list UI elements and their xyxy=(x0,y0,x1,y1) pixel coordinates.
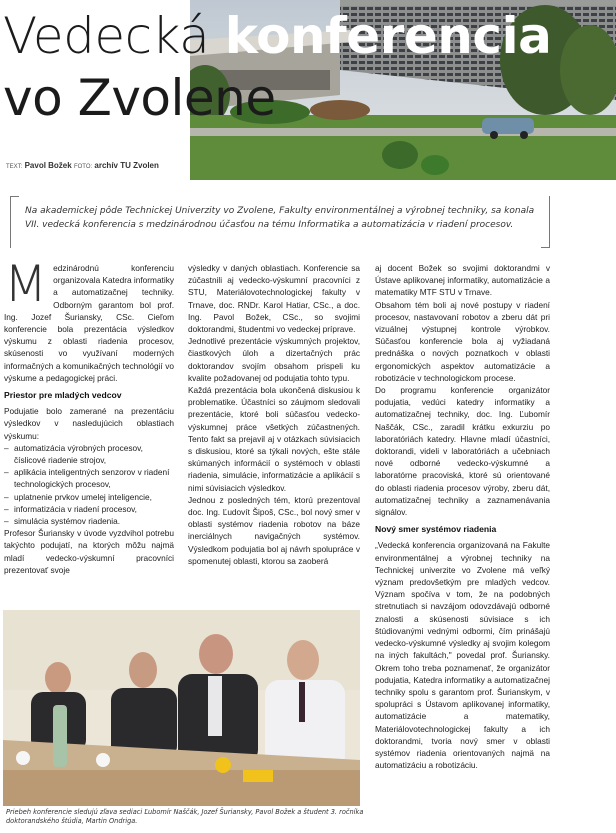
list-item: – aplikácia inteligentných senzorov v riadení technologických procesov, xyxy=(4,466,174,490)
research-areas-list xyxy=(4,442,174,527)
column-1 xyxy=(4,255,174,576)
paragraph: výsledky v daných oblastiach. Konferencie sa zúčastnili aj vedecko-výskumní pracovníci z STU, Materiálovotechnologickej fakulty v Trnave, doc. RNDr. Karol Hatiar, CSc., a doc. Ing. Pavol Božek, CSc., so svojimi doktorandmi, študentmi vo vedeckej príprave. xyxy=(188,263,360,335)
drop-cap: M xyxy=(4,255,48,313)
paragraph: „Vedecká konferencia organizovaná na Fakulte environmentálnej a výrobnej techniky na Technickej univerzite vo Zvolene má veľký význam predovšetkým pre mladých vedcov. Význam spočíva v tom, že na podobných stretnutiach si navzájom odovzdávajú odborné znalosti a skúsenosti súvisiace s ich štúdiovanými vednými odbormi, čím prinášajú vedecko-výskumné výsledky aj svojim kolegom na iných fakultách," povedal prof. Šuriansky. Okrem toho treba poznamenať, že organizátor podujatia, Katedra informatiky a automatizačnej techniky spolu s garantom prof. Šurianskym, v spolupráci s Ústavom aplikovanej informatiky, automatizácie a matematiky, Materiálovotechnologickej fakulty a ich doktorandmi, tvoria nový smer v oblasti systémov riadenia orientovaných najmä na automatizáciu a robotizáciu. xyxy=(375,540,550,771)
text-credit-label: TEXT: xyxy=(6,164,23,170)
title-word-vedecka: Vedecká xyxy=(3,7,210,65)
list-item: – simulácia systémov riadenia. xyxy=(4,515,174,527)
column-3 xyxy=(375,262,550,771)
section-heading-young-scientists: Priestor pre mladých vedcov xyxy=(4,390,122,401)
section-heading-new-direction: Nový smer systémov riadenia xyxy=(375,524,497,535)
paragraph: Podujatie bolo zamerané na prezentáciu výsledkov v nasledujúcich oblastiach výskumu: xyxy=(4,406,174,441)
credits-line xyxy=(6,161,159,170)
photo-credit-label: FOTO: xyxy=(73,164,93,170)
paragraph: aj docent Božek so svojimi doktorandmi v Ústave aplikovanej informatiky, automatizácie a matematiky MTF STU v Trnave. xyxy=(375,263,550,298)
author-name: Pavol Božek xyxy=(24,161,72,170)
article-title-line2: vo Zvolene xyxy=(3,69,276,127)
paragraph: Obsahom tém boli aj nové postupy v riadení procesov, nastavovaní robotov a zberu dát pri vizuálnej výstupnej kontrole výrobkov. Súčasťou konferencie bola aj vyžiadaná prednáška o nových poznatkoch v oblasti ergonomických aspektov automatizácie a robotizácie v technologickom procese. xyxy=(375,299,550,383)
list-item: – informatizácia v riadení procesov, xyxy=(4,503,174,515)
lead-box xyxy=(10,196,550,248)
conference-photo xyxy=(3,610,360,806)
article-title-line1 xyxy=(3,8,551,64)
intro-paragraph xyxy=(4,255,174,384)
paragraph: Jednotlivé prezentácie výskumných projektov, čiastkových úloh a dizertačných prác doktorandov svojím obsahom prispeli ku kvalite požadovanej od podujatia tohto typu. xyxy=(188,336,360,383)
photo-source: archív TU Zvolen xyxy=(94,161,159,170)
lead-text: Na akademickej pôde Technickej Univerzity vo Zvolene, Fakulty environmentálnej a výrobnej techniky, sa konala VII. vedecká konferencia s medzinárodnou účasťou na tému Informatika a automatizácia v riadení procesov. xyxy=(25,206,535,230)
intro-text: edzinárodnú konferenciu organizovala Katedra informatiky a automatizačnej techniky. Odborným garantom bol prof. Ing. Jozef Šuriansky, CSc. Cieľom konferencie bola prezentácia výsledkov výskumu z oblasti riadenia procesov, skúsenosti vo využívaní moderných informačných a komunikačných technológií vo výskume a pedagogickej práci. xyxy=(4,263,174,383)
paragraph: Každá prezentácia bola ukončená diskusiou k problematike. Účastníci so záujmom sledovali prezentácie, ktoré boli súčasťou vedecko-výskumnej práce všetkých zúčastnených. Tento fakt sa prejavil aj v otázkach súvisiacich s diskusiou, ktoré sa týkali nových, ešte stále skúmaných informácií o systémoch v oblasti riadenia, simulácie, informatizácie a aplikácií s nimi súvisiacich výsledkov. xyxy=(188,385,360,493)
list-item: – uplatnenie prvkov umelej inteligencie, xyxy=(4,491,174,503)
paragraph: Do programu konferencie organizátor podujatia, vedúci katedry informatiky a automatizačnej techniky, doc. Ing. Ľubomír Naščák, CSc., zaradil krátku exkurziu po laboratóriách katedry. Hlavne mladí účastníci, doktorandi, videli v laboratóriách a učebniach nové odborné vedecko-výskumné a laboratórne pracoviská, ktoré sú orientované do oblasti riadenia procesov výroby, zberu dát, automatizačnej techniky a zaznamenávania signálov. xyxy=(375,385,550,518)
paragraph: Profesor Šuriansky v úvode vyzdvihol potrebu takýchto podujatí, na ktorých môžu najmä mladí vedecko-výskumní pracovníci prezentovať svoje xyxy=(4,528,174,575)
title-word-konferencia: konferencia xyxy=(224,7,552,65)
paragraph: Jednou z posledných tém, ktorú prezentoval doc. Ing. Ľudovít Šipoš, CSc., bol nový smer v oblasti systémov riadenia robotov na báze inerciálnych navigačných systémov. Výsledkom podujatia bol aj návrh spolupráce v spomenutej oblasti, ktorou sa zaoberá xyxy=(188,494,360,566)
list-item: – automatizácia výrobných procesov, číslicové riadenie strojov, xyxy=(4,442,174,466)
photo-caption: Priebeh konferencie sledujú zľava sediaci Ľubomír Naščák, Jozef Šuriansky, Pavol Božek a študent 3. ročníka doktorandského štúdia, Martin Ondriga. xyxy=(6,808,364,825)
column-2 xyxy=(188,262,360,567)
